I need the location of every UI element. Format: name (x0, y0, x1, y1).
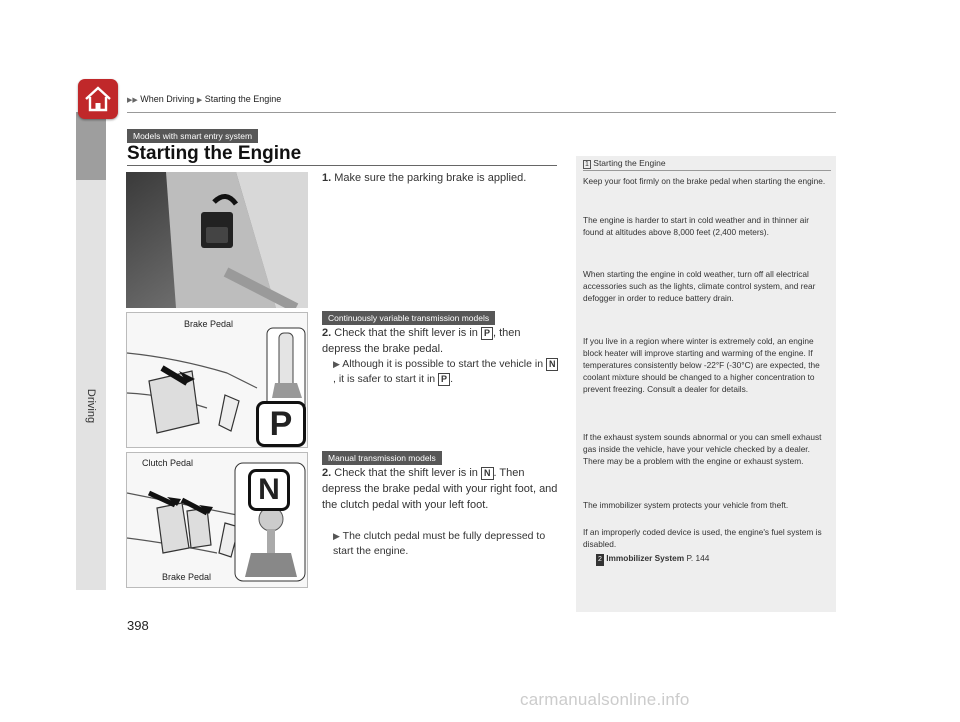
cvt-tag: Continuously variable transmission models (322, 311, 495, 325)
step-2-note-b: , it is safer to start it in (333, 373, 436, 385)
step-2-number: 2. (322, 327, 332, 339)
step-3-note-text: The clutch pedal must be fully depressed to start the engine. (333, 530, 546, 557)
info-panel-title: Starting the Engine (593, 158, 666, 168)
panel-paragraph-4: If you live in a region where winter is extremely cold, an engine block heater will improve starting and warming of the engine. If temperatures consistently below -22°F (-30°C) are expected, the coolant mixture should be changed to a higher concentration to prevent freezing. Consult a dealer for details. (583, 336, 820, 394)
panel-paragraph-2: The engine is harder to start in cold weather and in thinner air found at altitudes above 8,000 feet (2,400 meters). (583, 215, 809, 237)
breadcrumb-arrow-icon: ▶▶ (127, 97, 138, 104)
step-2 (322, 325, 562, 357)
breadcrumb-section[interactable]: When Driving (140, 94, 195, 104)
chapter-sidebar (76, 112, 106, 590)
home-button[interactable] (78, 79, 118, 119)
smart-entry-tag: Models with smart entry system (127, 129, 258, 143)
step-3-note (333, 529, 559, 559)
step-1 (322, 170, 557, 186)
park-symbol: P (256, 401, 306, 447)
step-1-number: 1. (322, 172, 332, 184)
step-3-number: 2. (322, 467, 332, 479)
manual-tag: Manual transmission models (322, 451, 442, 465)
park-key: P (438, 373, 450, 386)
step-3-text-b: . Then depress the brake pedal with your right foot, and the clutch pedal with your left foot. (322, 467, 558, 511)
step-3-text-a: Check that the shift lever is in (334, 467, 478, 479)
note-arrow-icon: ▶ (333, 359, 340, 369)
info-panel-heading (583, 158, 666, 168)
immobilizer-link-page[interactable]: P. 144 (686, 553, 710, 563)
note-arrow-icon: ▶ (333, 531, 340, 541)
page-title: Starting the Engine (127, 143, 302, 164)
panel-paragraph-1: Keep your foot firmly on the brake pedal when starting the engine. (583, 176, 826, 186)
neutral-symbol: N (248, 469, 290, 511)
header-divider (127, 112, 836, 113)
step-2-note-c: . (450, 373, 453, 385)
panel-paragraph-7: If an improperly coded device is used, the engine's fuel system is disabled. (583, 527, 822, 549)
chapter-label: Driving (85, 388, 97, 424)
step-3 (322, 465, 562, 513)
step-2-text-a: Check that the shift lever is in (334, 327, 478, 339)
panel-paragraph-3: When starting the engine in cold weather, turn off all electrical accessories such as the lights, climate control system, and rear defogger in order to reduce battery drain. (583, 269, 816, 303)
immobilizer-link-text[interactable]: Immobilizer System (606, 553, 685, 563)
clutch-pedal-label: Clutch Pedal (142, 458, 194, 468)
watermark: carmanualsonline.info (520, 690, 690, 709)
immobilizer-link[interactable] (596, 552, 842, 566)
parking-brake-image (126, 172, 308, 308)
panel-paragraph-6: The immobilizer system protects your vehicle from theft. (583, 500, 789, 510)
neutral-key: N (481, 467, 494, 480)
title-divider (127, 165, 557, 166)
chapter-sidebar-top (76, 112, 106, 180)
step-2-note (333, 357, 559, 387)
info-panel-divider (583, 170, 831, 171)
neutral-key: N (546, 358, 559, 371)
breadcrumb (127, 94, 281, 104)
link-arrow-icon: 2 (596, 554, 604, 566)
breadcrumb-page[interactable]: Starting the Engine (204, 94, 282, 104)
step-2-text-b: , then depress the brake pedal. (322, 327, 521, 355)
brake-pedal-label-1: Brake Pedal (184, 319, 234, 329)
step-1-text: Make sure the parking brake is applied. (334, 172, 527, 184)
park-key: P (481, 327, 493, 340)
home-icon (78, 79, 118, 119)
page-number: 398 (127, 618, 149, 633)
panel-paragraph-5: If the exhaust system sounds abnormal or you can smell exhaust gas inside the vehicle, have your vehicle checked by a dealer. There may be a problem with the engine or exhaust system. (583, 432, 822, 466)
note-number: 1 (585, 161, 589, 168)
breadcrumb-arrow-icon: ▶ (196, 97, 203, 104)
step-2-note-a: Although it is possible to start the vehicle in (342, 358, 544, 370)
brake-pedal-label-2: Brake Pedal (162, 572, 212, 582)
